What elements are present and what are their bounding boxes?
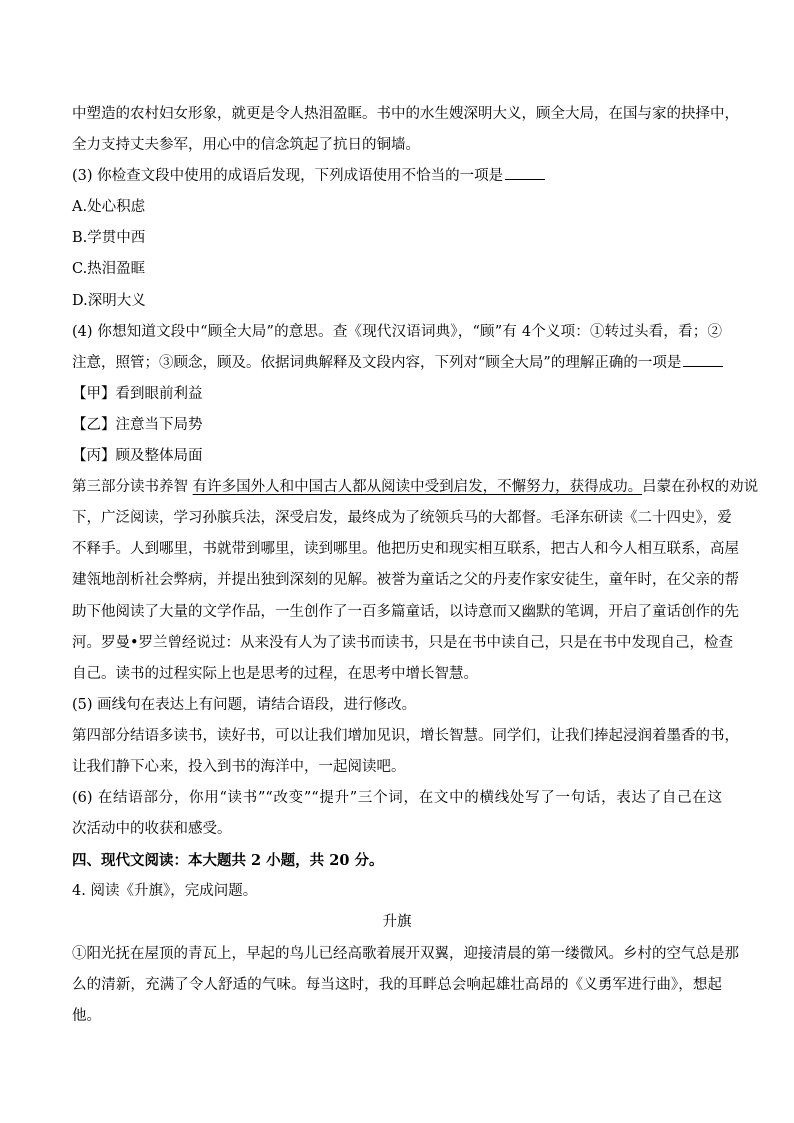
part-3-heading: 第三部分读书养智 xyxy=(72,479,193,496)
question-3-option-c: C.热泪盈眶 xyxy=(72,261,146,278)
part-4-line-1: 第四部分结语多读书，读好书，可以让我们增加见识，增长智慧。同学们，让我们捧起浸润着墨香的书， xyxy=(72,727,739,744)
question-4-stem-line-2 xyxy=(72,348,722,379)
question-5-stem: (5) 画线句在表达上有问题，请结合语段，进行修改。 xyxy=(72,696,417,713)
reading-instruction: 4. 阅读《升旗》，完成问题。 xyxy=(72,883,258,900)
part-4-line-2: 让我们静下心来，投入到书的海洋中，一起阅读吧。 xyxy=(72,758,406,775)
question-4-stem-line-2-text: 注意，照管；③顾念，顾及。依据词典解释及文段内容，下列对“顾全大局”的理解正确的一项是 xyxy=(72,354,682,371)
question-4-option-bing: 【丙】顾及整体局面 xyxy=(72,448,203,465)
underlined-sentence: 有许多国外人和中国古人都从阅读中受到启发，不懈努力，获得成功。 xyxy=(192,479,643,496)
part-3-line-1 xyxy=(72,472,759,503)
question-6-stem-line-2: 次活动中的收获和感受。 xyxy=(72,821,232,838)
part-3-line-7: 自己。读书的过程实际上也是思考的过程，在思考中增长智慧。 xyxy=(72,665,478,682)
passage-intro-line-2: 全力支持丈夫参军，用心中的信念筑起了抗日的铜墙。 xyxy=(72,137,420,154)
part-3-line-6: 河。罗曼•罗兰曾经说过：从来没有人为了读书而读书，只是在书中读自己，只是在书中发现自己，检查 xyxy=(72,634,734,651)
reading-para-1-line-1: ①阳光抚在屋顶的青瓦上，早起的鸟儿已经高歌着展开双翼，迎接清晨的第一缕微风。乡村的空气总是那 xyxy=(72,945,739,962)
reading-para-1-line-2: 么的清新，充满了令人舒适的气味。每当这时，我的耳畔总会响起雄壮高昂的《义勇军进行曲》，想起 xyxy=(72,976,722,993)
question-3-stem xyxy=(72,161,722,192)
document-content xyxy=(72,99,759,1032)
passage-intro-line-1: 中塑造的农村妇女形象，就更是令人热泪盈眶。书中的水生嫂深明大义，顾全大局，在国与家的抉择中， xyxy=(72,106,739,122)
part-3-line-2: 下，广泛阅读，学习孙膑兵法，深受启发，最终成为了统领兵马的大都督。毛泽东研读《二十四史》，爱 xyxy=(72,510,732,527)
question-3-option-a: A.处心积虑 xyxy=(72,199,146,216)
question-4-option-jia: 【甲】看到眼前利益 xyxy=(72,385,203,402)
reading-para-1-line-3: 他。 xyxy=(72,1007,101,1024)
question-3-option-b: B.学贯中西 xyxy=(72,230,146,247)
answer-blank xyxy=(505,178,545,180)
question-6-stem-line-1: (6) 在结语部分，你用“读书”“改变”“提升”三个词，在文中的横线处写了一句话，表达了自己在这 xyxy=(72,790,722,807)
reading-title: 升旗 xyxy=(382,914,412,931)
part-3-line-1-rest: 吕蒙在孙权的劝说 xyxy=(642,479,759,496)
part-3-line-3: 不释手。人到哪里，书就带到哪里，读到哪里。他把历史和现实相互联系，把古人和今人相互联系，高屋 xyxy=(72,541,739,558)
answer-blank xyxy=(683,365,723,367)
part-3-line-5: 助下他阅读了大量的文学作品，一生创作了一百多篇童话，以诗意而又幽默的笔调，开启了童话创作的先 xyxy=(72,603,739,620)
part-3-line-4: 建瓴地剖析社会弊病，并提出独到深刻的见解。被誉为童话之父的丹麦作家安徒生，童年时，在父亲的帮 xyxy=(72,572,739,589)
question-3-option-d: D.深明大义 xyxy=(72,292,146,309)
question-4-option-yi: 【乙】注意当下局势 xyxy=(72,416,203,433)
question-3-stem-text: (3) 你检查文段中使用的成语后发现，下列成语使用不恰当的一项是 xyxy=(72,168,504,185)
section-4-heading: 四、现代文阅读：本大题共 2 小题，共 20 分。 xyxy=(72,852,384,870)
question-4-stem-line-1: (4) 你想知道文段中“顾全大局”的意思。查《现代汉语词典》，“顾”有 4个义项：①转过头看，看；② xyxy=(72,323,722,340)
